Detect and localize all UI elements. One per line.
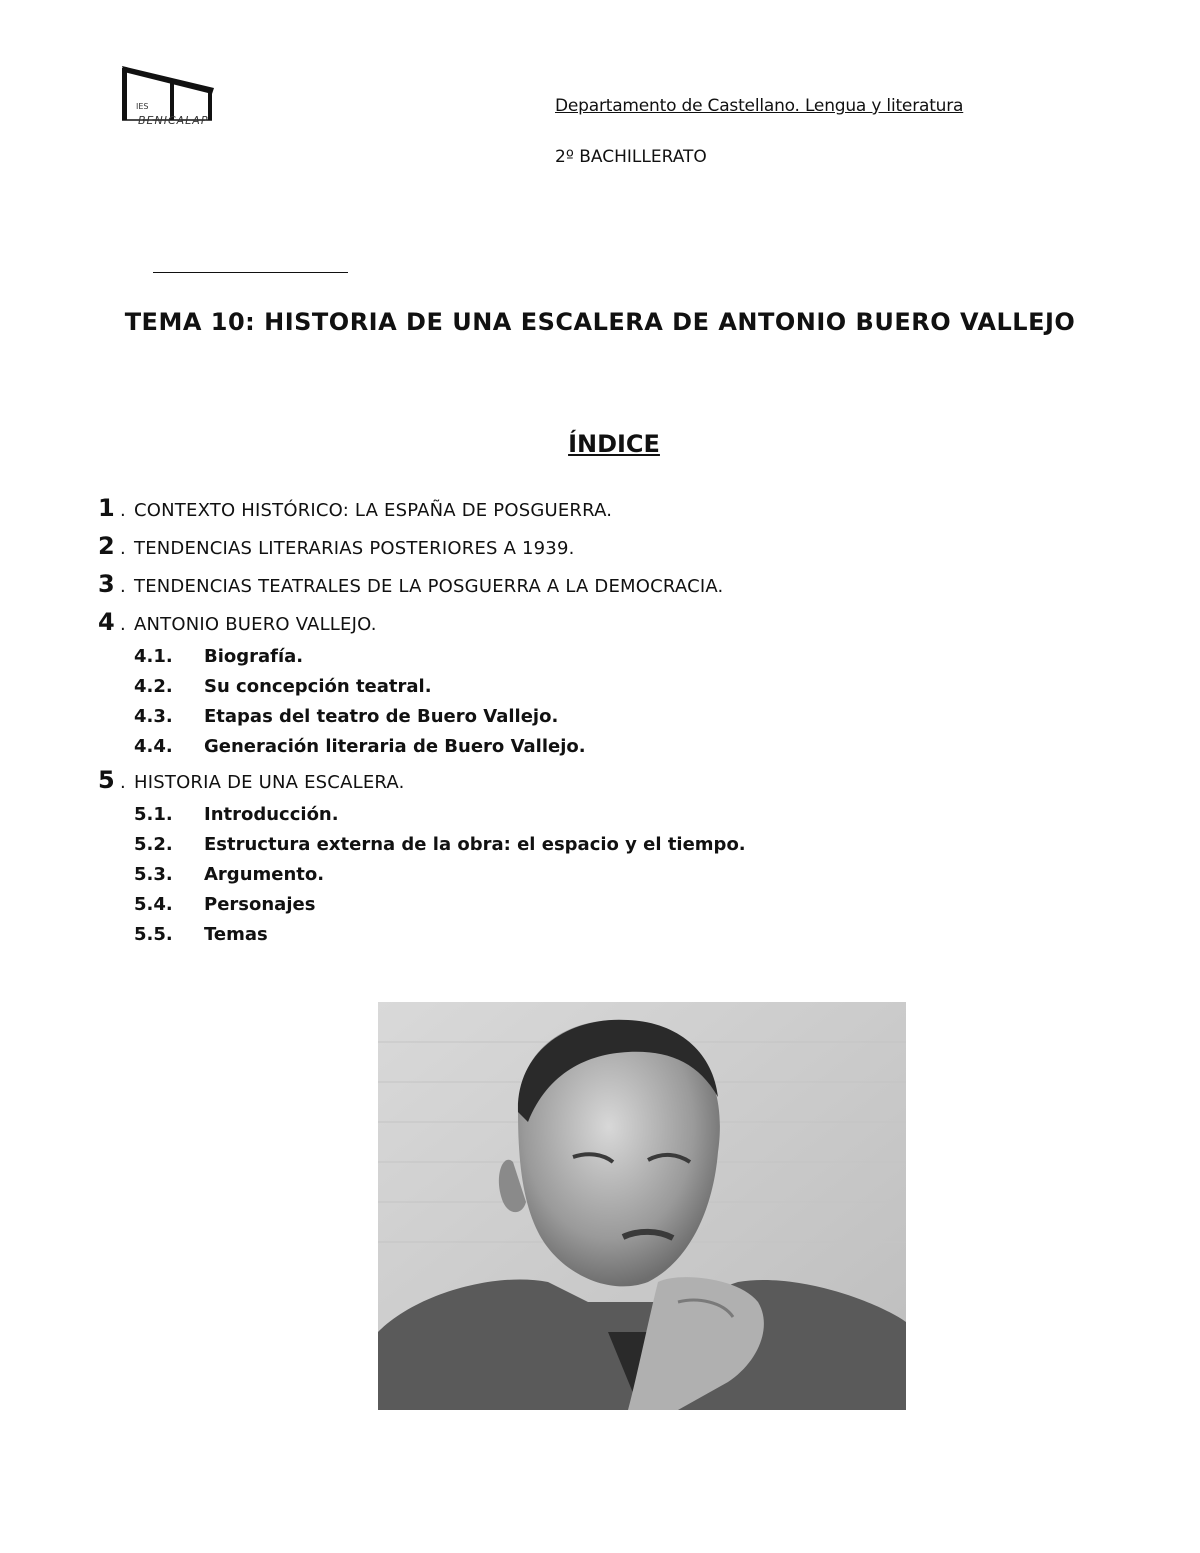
toc-subsection-number: 5.2. [134,834,173,855]
toc-section-5 [98,766,1098,804]
course-label: 2º BACHILLERATO [555,147,707,167]
toc-section-dot: . [120,538,126,559]
toc-section-title: ANTONIO BUERO VALLEJO. [134,614,377,635]
toc-subsection-title: Generación literaria de Buero Vallejo. [204,736,586,757]
toc-subsection-number: 4.4. [134,736,173,757]
author-portrait [378,1002,906,1410]
toc-subsection-title: Personajes [204,894,316,915]
toc-subsection-number: 5.3. [134,864,173,885]
toc-section-dot: . [120,500,126,521]
toc-subsection-4.3 [98,706,1098,736]
toc-subsection-5.4 [98,894,1098,924]
toc-section-2 [98,532,1098,570]
toc-subsection-title: Introducción. [204,804,339,825]
toc-subsection-5.3 [98,864,1098,894]
document-title: TEMA 10: HISTORIA DE UNA ESCALERA DE ANTONIO BUERO VALLEJO [124,308,1076,336]
toc-subsection-5.1 [98,804,1098,834]
toc-section-number: 4 [98,608,115,636]
toc-subsection-title: Argumento. [204,864,325,885]
logo-ies-text: IES [136,102,149,111]
logo-school-name: BENICALAP [138,114,209,127]
toc-section-title: HISTORIA DE UNA ESCALERA. [134,772,405,793]
school-logo-icon [118,62,228,140]
toc-section-dot: . [120,772,126,793]
index-heading: ÍNDICE [568,430,660,458]
toc-section-4 [98,608,1098,646]
department-heading: Departamento de Castellano. Lengua y literatura [555,96,964,116]
toc-subsection-number: 4.3. [134,706,173,727]
toc-subsection-title: Etapas del teatro de Buero Vallejo. [204,706,559,727]
toc-subsection-4.1 [98,646,1098,676]
toc-subsection-4.4 [98,736,1098,766]
toc-section-title: TENDENCIAS LITERARIAS POSTERIORES A 1939. [134,538,575,559]
toc-subsection-title: Temas [204,924,268,945]
toc-subsection-number: 4.1. [134,646,173,667]
divider-line [153,272,348,273]
toc-subsection-title: Estructura externa de la obra: el espacio y el tiempo. [204,834,746,855]
toc-subsection-4.2 [98,676,1098,706]
toc-section-dot: . [120,614,126,635]
toc-section-dot: . [120,576,126,597]
toc-subsection-title: Su concepción teatral. [204,676,432,697]
toc-subsection-number: 5.4. [134,894,173,915]
school-logo [118,62,228,140]
toc-subsection-number: 5.5. [134,924,173,945]
toc-section-number: 5 [98,766,115,794]
toc-subsection-5.2 [98,834,1098,864]
toc-subsection-number: 4.2. [134,676,173,697]
toc-section-1 [98,494,1098,532]
toc-section-number: 1 [98,494,115,522]
toc-section-3 [98,570,1098,608]
toc-subsection-number: 5.1. [134,804,173,825]
toc-section-number: 3 [98,570,115,598]
toc-subsection-5.5 [98,924,1098,954]
toc-section-number: 2 [98,532,115,560]
toc-subsection-title: Biografía. [204,646,304,667]
toc-section-title: CONTEXTO HISTÓRICO: LA ESPAÑA DE POSGUERRA. [134,500,613,521]
portrait-image [378,1002,906,1410]
table-of-contents [98,494,1098,954]
toc-section-title: TENDENCIAS TEATRALES DE LA POSGUERRA A LA DEMOCRACIA. [134,576,724,597]
